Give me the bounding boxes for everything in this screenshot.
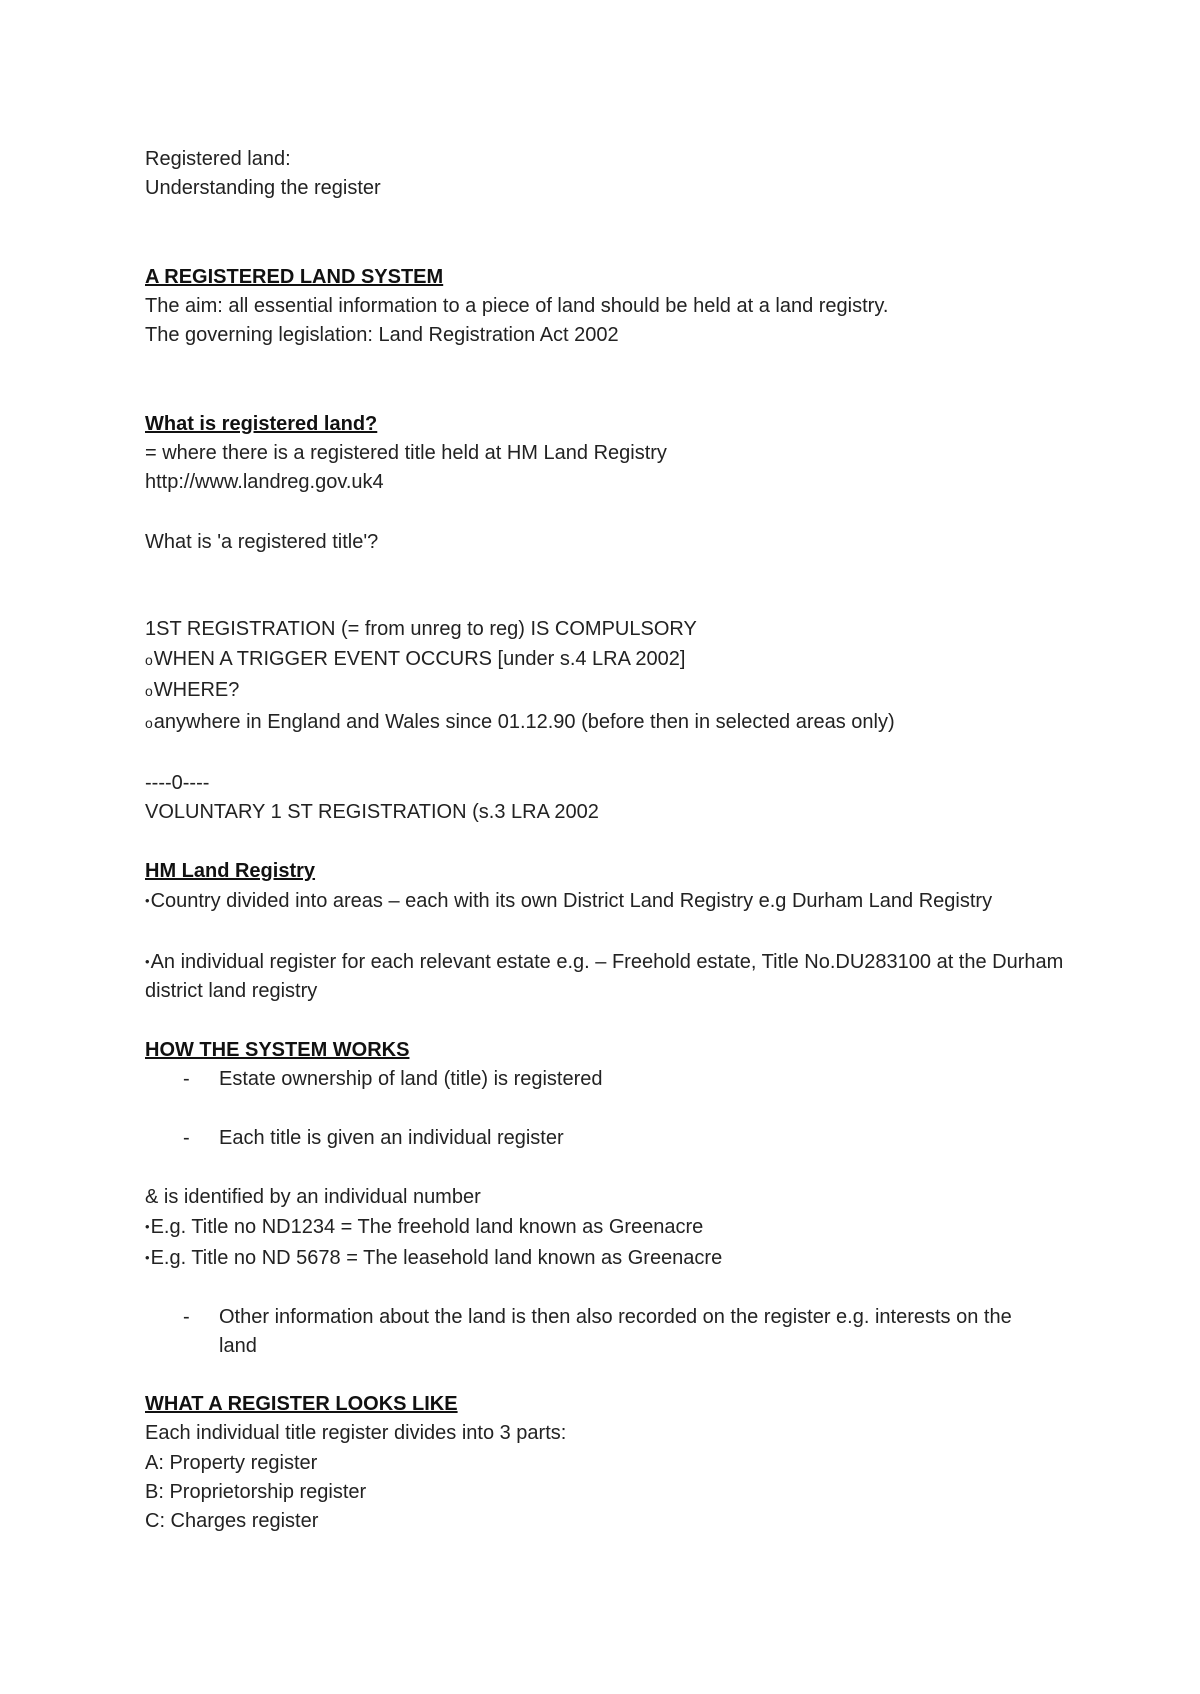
identified-text: & is identified by an individual number	[145, 1186, 481, 1208]
list-item: oWHEN A TRIGGER EVENT OCCURS [under s.4 LRA 2002]	[145, 648, 686, 670]
heading-what-is-registered-land: What is registered land?	[145, 413, 378, 435]
compulsory-registration-text: 1ST REGISTRATION (= from unreg to reg) IS COMPULSORY	[145, 618, 697, 640]
bullet-icon: •	[145, 893, 150, 908]
list-item: •Country divided into areas – each with its own District Land Registry e.g Durham Land Registry	[145, 890, 993, 912]
legislation-text: The governing legislation: Land Registration Act 2002	[145, 324, 619, 346]
voluntary-registration-text: VOLUNTARY 1 ST REGISTRATION (s.3 LRA 2002	[145, 801, 599, 823]
heading-what-a-register-looks-like: WHAT A REGISTER LOOKS LIKE	[145, 1393, 458, 1415]
circle-bullet-icon: o	[145, 652, 153, 668]
bullet-icon: •	[145, 954, 150, 969]
heading-how-the-system-works: HOW THE SYSTEM WORKS	[145, 1039, 410, 1061]
doc-title-line-1: Registered land:	[145, 148, 291, 170]
list-item: •E.g. Title no ND 5678 = The leasehold land known as Greenacre	[145, 1247, 723, 1269]
list-item: •E.g. Title no ND1234 = The freehold land known as Greenacre	[145, 1216, 704, 1238]
registered-title-question: What is 'a registered title'?	[145, 531, 379, 553]
list-item: B: Proprietorship register	[145, 1481, 367, 1503]
list-item: - Estate ownership of land (title) is registered	[183, 1065, 1063, 1094]
aim-text: The aim: all essential information to a piece of land should be held at a land registry.	[145, 295, 889, 317]
list-item: oWHERE?	[145, 679, 240, 701]
list-item: C: Charges register	[145, 1510, 319, 1532]
circle-bullet-icon: o	[145, 683, 153, 699]
doc-title-line-2: Understanding the register	[145, 177, 381, 199]
heading-hm-land-registry: HM Land Registry	[145, 860, 316, 882]
separator-text: ----0----	[145, 772, 210, 794]
list-item: •An individual register for each relevant estate e.g. – Freehold estate, Title No.DU283100 at the Durham district land registry	[145, 951, 1064, 1002]
dash-bullet-icon: -	[183, 1306, 190, 1328]
list-item: - Other information about the land is then also recorded on the register e.g. interests on the land	[183, 1303, 1053, 1361]
register-intro-text: Each individual title register divides into 3 parts:	[145, 1422, 567, 1444]
bullet-icon: •	[145, 1250, 150, 1265]
dash-bullet-icon: -	[183, 1127, 190, 1149]
circle-bullet-icon: o	[145, 715, 153, 731]
heading-registered-land-system: A REGISTERED LAND SYSTEM	[145, 266, 444, 288]
dash-bullet-icon: -	[183, 1068, 190, 1090]
landreg-url: http://www.landreg.gov.uk4	[145, 471, 384, 493]
list-item: oanywhere in England and Wales since 01.12.90 (before then in selected areas only)	[145, 711, 895, 733]
definition-text: = where there is a registered title held at HM Land Registry	[145, 442, 667, 464]
bullet-icon: •	[145, 1219, 150, 1234]
list-item: A: Property register	[145, 1452, 318, 1474]
list-item: - Each title is given an individual register	[183, 1124, 1063, 1153]
